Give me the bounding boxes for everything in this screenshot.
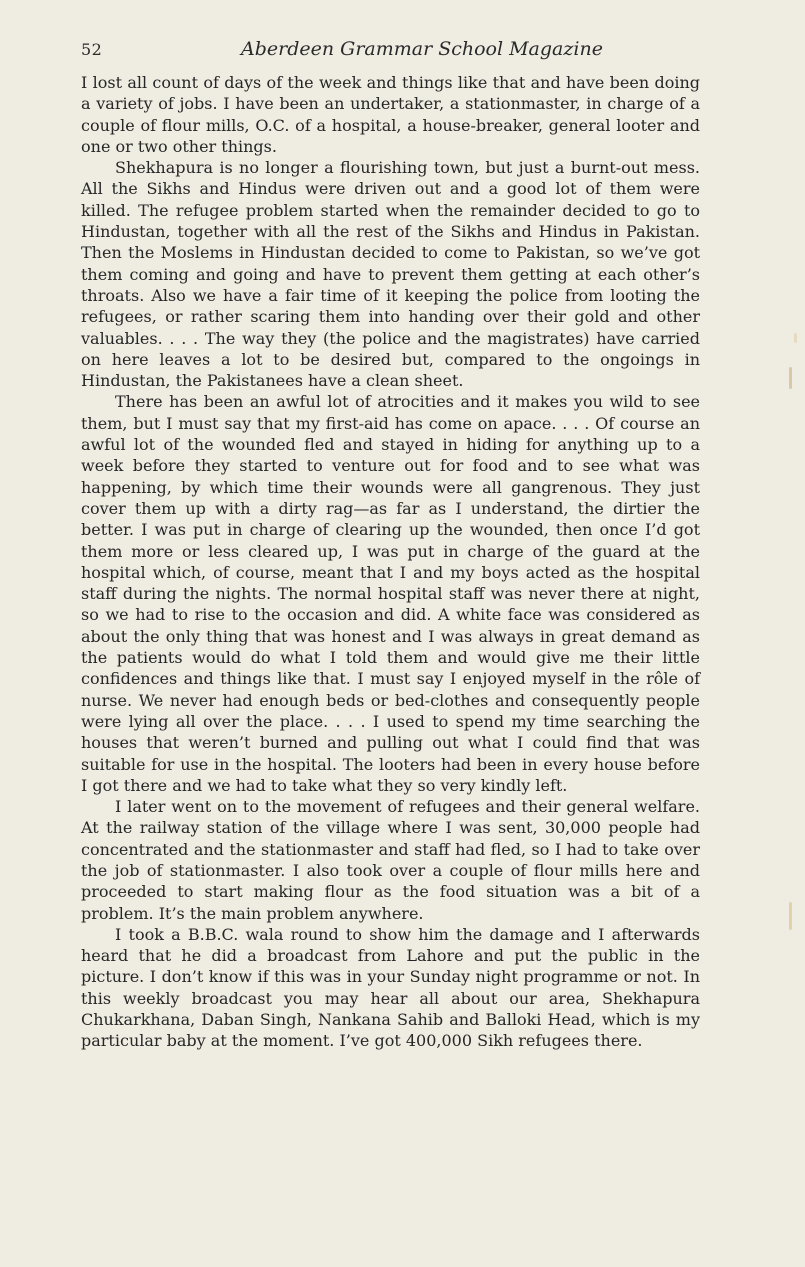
paragraph-1: I lost all count of days of the week and things like that and have been doing a variety of jobs. I have been an undertaker, a stationmaster, in charge of a couple of flour mills, O.C. of a hospital, a house-breaker, general looter and one or two other things.	[81, 73, 700, 156]
paragraph-3: There has been an awful lot of atrocities and it makes you wild to see them, but I must say that my first-aid has come on apace. . . . Of course an awful lot of the wounded fled and stayed in hiding for anything up to a week before they started to venture out for food and to see what was happening, by which time their wounds were all gangrenous. They just cover them up with a dirty rag—as far as I understand, the dirtier the better. I was put in charge of clearing up the wounded, then once I’d got them more or less cleared up, I was put in charge of the guard at the hospital which, of course, meant that I and my boys acted as the hospital staff during the nights. The normal hospital staff was never there at night, so we had to rise to the occasion and did. A white face was considered as about the only thing that was honest and I was always in great demand as the patients would do what I told them and would give me their little confidences and things like that. I must say I enjoyed myself in the rôle of nurse. We never had enough beds or bed-clothes and consequently people were lying all over the place. . . . I used to spend my time searching the houses that weren’t burned and pulling out what I could find that was suitable for use in the hospital. The looters had been in every house before I got there and we had to take what they so very kindly left.	[81, 392, 700, 795]
paragraph-2: Shekhapura is no longer a flourishing town, but just a burnt-out mess. All the Sikhs and Hindus were driven out and a good lot of them were killed. The refugee problem started when the remainder decided to go to Hindustan, together with all the rest of the Sikhs and Hindus in Pakistan. Then the Moslems in Hindustan decided to come to Pakistan, so we’ve got them coming and going and have to prevent them getting at each other’s throats. Also we have a fair time of it keeping the police from looting the refugees, or rather scaring them into handing over their gold and other valuables. . . . The way they (the police and the magistrates) have carried on here leaves a lot to be desired but, compared to the ongoings in Hindustan, the Pakistanees have a clean sheet.	[81, 158, 700, 391]
paper-stain	[789, 902, 792, 930]
paper-stain	[794, 333, 797, 343]
page-header	[81, 38, 701, 64]
body-text	[81, 72, 700, 1052]
paragraph-5: I took a B.B.C. wala round to show him the damage and I afterwards heard that he did a broadcast from Lahore and put the public in the picture. I don’t know if this was in your Sunday night programme or not. In this weekly broadcast you may hear all about our area, Shekhapura Chukarkhana, Daban Singh, Nankana Sahib and Balloki Head, which is my particular baby at the moment. I’ve got 400,000 Sikh refugees there.	[81, 924, 700, 1051]
paper-stain	[789, 367, 792, 389]
paragraph-4: I later went on to the movement of refugees and their general welfare. At the railway station of the village where I was sent, 30,000 people had concentrated and the stationmaster and staff had fled, so I had to take over the job of stationmaster. I also took over a couple of flour mills here and proceeded to start making flour as the food situation was a bit of a problem. It’s the main problem anywhere.	[81, 797, 700, 923]
page-number: 52	[81, 40, 103, 59]
running-title: Aberdeen Grammar School Magazine	[241, 38, 603, 60]
